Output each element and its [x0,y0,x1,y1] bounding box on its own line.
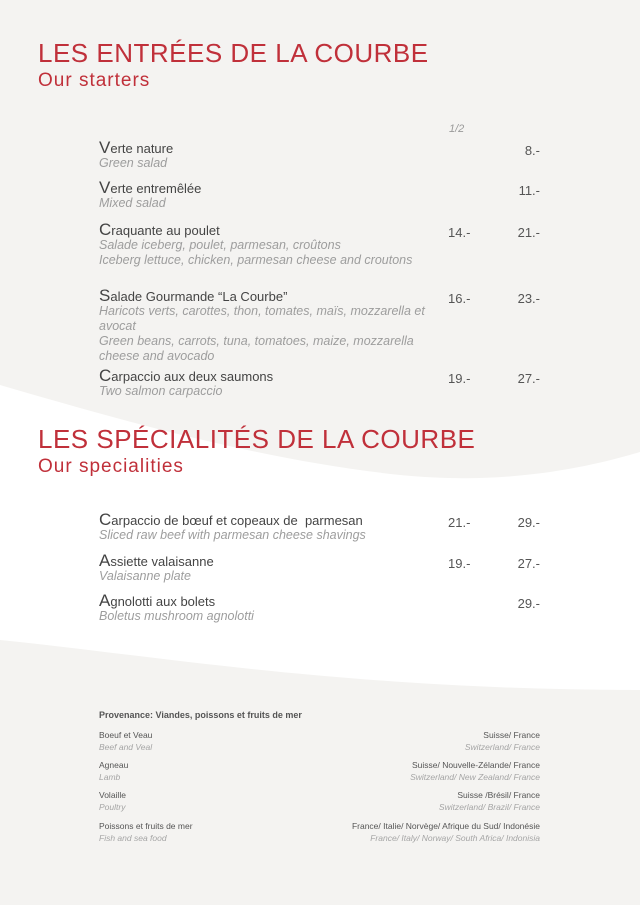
dish-item [99,593,439,624]
dish-item [99,368,439,399]
provenance-origin-en: Switzerland/ France [464,742,540,752]
dish-price: 27.- [517,371,540,386]
dish-half-price: 14.- [448,225,471,240]
starters-subtitle: Our starters [38,70,151,91]
dish-price: 23.- [517,291,540,306]
dish-description: Salade iceberg, poulet, parmesan, croûtons Iceberg lettuce, chicken, parmesan cheese and croutons [99,238,413,267]
dish-description: Two salmon carpaccio [99,384,223,398]
dish-description: Sliced raw beef with parmesan cheese shavings [99,528,366,542]
dish-description: Boletus mushroom agnolotti [99,609,254,623]
dish-item [99,222,439,268]
dish-name: Carpaccio aux deux saumons [99,366,274,385]
provenance-origin-en: France/ Italy/ Norway/ South Africa/ Indonisia [370,833,540,843]
provenance-name-en: Fish and sea food [99,833,167,843]
dish-half-price: 16.- [448,291,471,306]
dish-price: 29.- [517,515,540,530]
dish-name: Verte nature [99,138,174,157]
dish-price: 27.- [517,556,540,571]
dish-half-price: 19.- [448,371,471,386]
specialities-title: LES SPÉCIALITÉS DE LA COURBE [38,424,476,454]
dish-description: Haricots verts, carottes, thon, tomates, maïs, mozzarella et avocat Green beans, carrots, tuna, tomatoes, maize, mozzarella cheese and avocado [99,304,425,363]
provenance-name-en: Poultry [99,802,126,812]
dish-item [99,288,439,364]
dish-item [99,140,439,171]
dish-item [99,553,439,584]
dish-half-price: 19.- [448,556,471,571]
dish-name: Agnolotti aux bolets [99,591,216,610]
dish-price: 8.- [524,143,540,158]
provenance-origin: Suisse /Brésil/ France [457,790,540,800]
dish-name: Verte entremêlée [99,178,202,197]
dish-item [99,180,439,211]
provenance-name: Poissons et fruits de mer [99,821,193,831]
provenance-name: Volaille [99,790,126,800]
provenance-origin: France/ Italie/ Norvège/ Afrique du Sud/ Indonésie [351,821,540,831]
dish-half-price: 21.- [448,515,471,530]
dish-description: Valaisanne plate [99,569,191,583]
dish-item [99,512,439,543]
provenance-origin: Suisse/ France [483,730,540,740]
provenance-title: Provenance: Viandes, poissons et fruits de mer [99,710,302,720]
dish-price: 21.- [517,225,540,240]
dish-price: 11.- [518,183,540,198]
dish-name: Carpaccio de bœuf et copeaux de parmesan [99,510,363,529]
provenance-origin: Suisse/ Nouvelle-Zélande/ France [411,760,540,770]
dish-name: Assiette valaisanne [99,551,214,570]
dish-name: Craquante au poulet [99,220,220,239]
provenance-name-en: Lamb [99,772,121,782]
provenance-origin-en: Switzerland/ Brazil/ France [438,802,540,812]
dish-price: 29.- [517,596,540,611]
dish-description: Green salad [99,156,168,170]
dish-description: Mixed salad [99,196,166,210]
provenance-name-en: Beef and Veal [99,742,153,752]
specialities-subtitle: Our specialities [38,456,184,477]
half-portion-label: 1/2 [449,123,465,135]
provenance-origin-en: Switzerland/ New Zealand/ France [410,772,540,782]
dish-name: Salade Gourmande “La Courbe” [99,286,288,305]
provenance-name: Boeuf et Veau [99,730,153,740]
starters-title: LES ENTRÉES DE LA COURBE [38,38,429,68]
provenance-name: Agneau [99,760,129,770]
